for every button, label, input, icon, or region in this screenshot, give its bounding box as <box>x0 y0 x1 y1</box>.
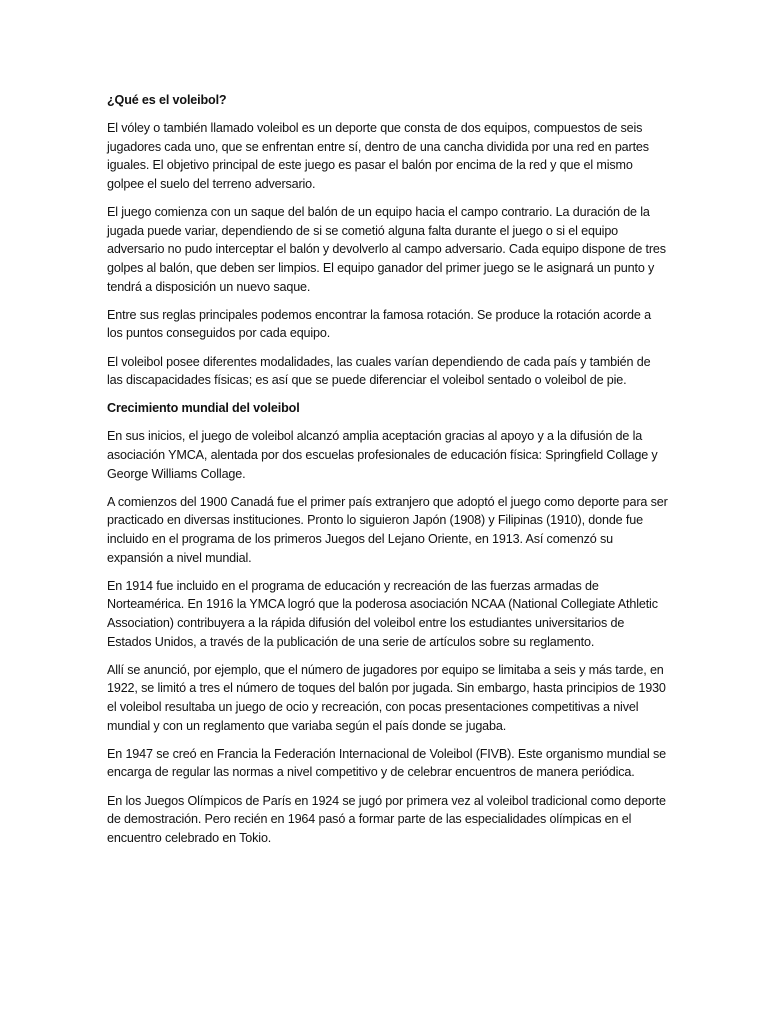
paragraph-rotation: Entre sus reglas principales podemos encontrar la famosa rotación. Se produce la rotación acorde a los puntos conseguidos por cada equipo. <box>107 307 651 341</box>
paragraph-definition: El vóley o también llamado voleibol es un deporte que consta de dos equipos, compuestos de seis jugadores cada uno, que se enfrentan entre sí, dentro de una cancha dividida por una red en partes iguales. El objetivo principal de este juego es pasar el balón por encima de la red y que el mismo golpee el suelo del terreno adversario. <box>107 121 649 191</box>
paragraph-rules: Allí se anunció, por ejemplo, que el número de jugadores por equipo se limitaba a seis y más tarde, en 1922, se limitó a tres el número de toques del balón por jugada. Sin embargo, hasta principios de 1930 el voleibol resultaba un juego de ocio y recreación, con pocas presentaciones competitivas a nivel mundial y con un reglamento que variaba según el país donde se jugaba. <box>107 662 666 733</box>
paragraph-modalities: El voleibol posee diferentes modalidades, las cuales varían dependiendo de cada país y también de las discapacidades físicas; es así que se puede diferenciar el voleibol sentado o voleibol de pie. <box>107 354 651 388</box>
document-body <box>107 91 669 857</box>
paragraph-olympics: En los Juegos Olímpicos de París en 1924 se jugó por primera vez al voleibol tradicional como deporte de demostración. Pero recién en 1964 pasó a formar parte de las especialidades olímpicas en el encuentro celebrado en Tokio. <box>107 793 666 845</box>
paragraph-game-start: El juego comienza con un saque del balón de un equipo hacia el campo contrario. La duración de la jugada puede variar, dependiendo de si se cometió alguna falta durante el juego o si el equipo adversario no pudo interceptar el balón y devolverlo al campo adversario. Cada equipo dispone de tres golpes al balón, que deben ser limpios. El equipo ganador del primer juego se le asignará un punto y tendrá a disposición un nuevo saque. <box>107 205 666 294</box>
paragraph-expansion: A comienzos del 1900 Canadá fue el primer país extranjero que adoptó el juego como deporte para ser practicado en diversas instituciones. Pronto lo siguieron Japón (1908) y Filipinas (1910), donde fue incluido en el programa de los primeros Juegos del Lejano Oriente, en 1913. Así comenzó su expansión a nivel mundial. <box>107 494 668 565</box>
paragraph-fivb: En 1947 se creó en Francia la Federación Internacional de Voleibol (FIVB). Este organismo mundial se encarga de regular las normas a nivel competitivo y de celebrar encuentros de manera periódica. <box>107 746 667 780</box>
paragraph-origins: En sus inicios, el juego de voleibol alcanzó amplia aceptación gracias al apoyo y a la difusión de la asociación YMCA, alentada por dos escuelas profesionales de educación física: Springfield Collage y George Williams Collage. <box>107 429 658 481</box>
paragraph-1914: En 1914 fue incluido en el programa de educación y recreación de las fuerzas armadas de Norteamérica. En 1916 la YMCA logró que la poderosa asociación NCAA (National Collegiate Athletic Association) contribuyera a la rápida difusión del voleibol entre los estudiantes universitarios de Estados Unidos, a través de la publicación de una serie de artículos sobre su reglamento. <box>107 578 658 649</box>
section-heading-crecimiento: Crecimiento mundial del voleibol <box>107 401 300 416</box>
section-heading-que-es: ¿Qué es el voleibol? <box>107 93 227 107</box>
